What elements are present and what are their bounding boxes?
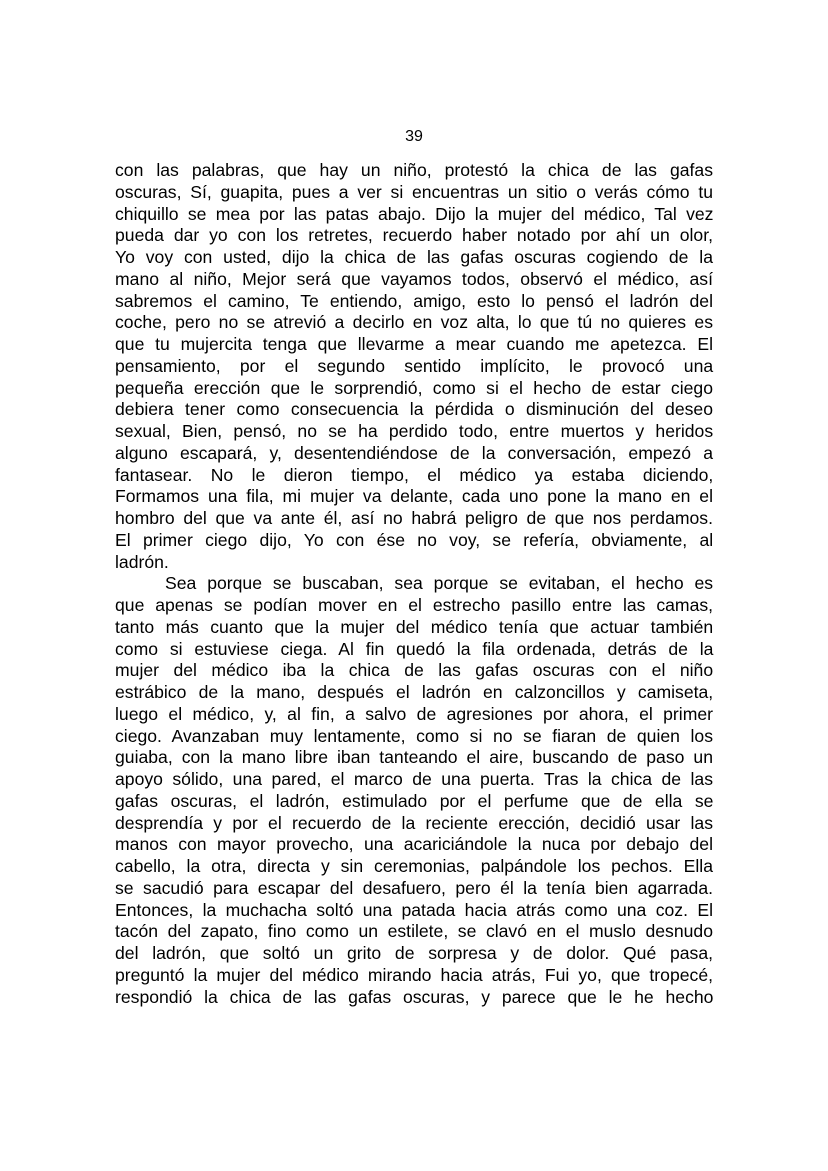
- text-line: como si estuviese ciega. Al fin quedó la fila ordenada, detrás de la: [115, 638, 714, 659]
- text-line: con las palabras, que hay un niño, protestó la chica de las gafas: [115, 160, 713, 180]
- text-line: tanto más cuanto que la mujer del médico tenía que actuar también: [115, 616, 714, 637]
- text-line: oscuras, Sí, guapita, pues a ver si encuentras un sitio o verás cómo tu: [115, 181, 713, 202]
- text-line: coche, pero no se atrevió a decirlo en voz alta, lo que tú no quieres es: [115, 312, 713, 333]
- text-line: mujer del médico iba la chica de las gafas oscuras con el niño: [115, 660, 714, 681]
- text-line: cabello, la otra, directa y sin ceremonias, palpándole los pechos. Ella: [115, 856, 713, 876]
- text-line: mano al niño, Mejor será que vayamos todos, observó el médico, así: [115, 268, 713, 289]
- text-line: ladrón.: [115, 551, 169, 572]
- text-line: hombro del que va ante él, así no habrá peligro de que nos perdamos.: [115, 508, 713, 528]
- text-line: del ladrón, que soltó un grito de sorpresa y de dolor. Qué pasa,: [115, 943, 713, 963]
- text-line: guiaba, con la mano libre iban tanteando el aire, buscando de paso un: [115, 747, 713, 768]
- text-line: Formamos una fila, mi mujer va delante, cada uno pone la mano en el: [115, 486, 713, 507]
- text-line: Sea porque se buscaban, sea porque se evitaban, el hecho es: [165, 573, 714, 594]
- text-line: sexual, Bien, pensó, no se ha perdido todo, entre muertos y heridos: [115, 421, 714, 441]
- text-line: chiquillo se mea por las patas abajo. Dijo la mujer del médico, Tal vez: [115, 203, 714, 224]
- text-line: apoyo sólido, una pared, el marco de una puerta. Tras la chica de las: [115, 769, 713, 789]
- text-line: luego el médico, y, al fin, a salvo de agresiones por ahora, el primer: [115, 703, 713, 724]
- text-line: pequeña erección que le sorprendió, como si el hecho de estar ciego: [115, 377, 713, 398]
- text-line: ciego. Avanzaban muy lentamente, como si no se fiaran de quien los: [115, 725, 713, 746]
- text-line: alguno escapará, y, desentendiéndose de la conversación, empezó a: [115, 442, 713, 463]
- text-line: que tu mujercita tenga que llevarme a mear cuando me apetezca. El: [115, 334, 714, 354]
- text-line: desprendía y por el recuerdo de la reciente erección, decidió usar las: [115, 812, 713, 833]
- paragraph-1: [115, 160, 713, 573]
- text-line: respondió la chica de las gafas oscuras, y parece que le he hecho: [115, 986, 714, 1007]
- text-line: Entonces, la muchacha soltó una patada hacia atrás como una coz. El: [115, 899, 713, 920]
- text-line: tacón del zapato, fino como un estilete, se clavó en el muslo desnudo: [115, 921, 713, 942]
- text-line: El primer ciego dijo, Yo con ése no voy, se refería, obviamente, al: [115, 529, 714, 550]
- text-line: pensamiento, por el segundo sentido implícito, le provocó una: [115, 355, 714, 376]
- text-line: manos con mayor provecho, una acariciándole la nuca por debajo del: [115, 834, 713, 855]
- text-line: se sacudió para escapar del desafuero, pero él la tenía bien agarrada.: [115, 877, 713, 898]
- text-line: fantasear. No le dieron tiempo, el médico ya estaba diciendo,: [115, 464, 714, 485]
- body-text: [115, 160, 713, 1008]
- text-line: pueda dar yo con los retretes, recuerdo haber notado por ahí un olor,: [115, 225, 713, 246]
- text-line: gafas oscuras, el ladrón, estimulado por el perfume que de ella se: [115, 790, 714, 811]
- text-line: sabremos el camino, Te entiendo, amigo, esto lo pensó el ladrón del: [115, 290, 713, 311]
- paragraph-2: [115, 573, 713, 1008]
- page-number: 39: [405, 128, 423, 145]
- text-line: estrábico de la mano, después el ladrón en calzoncillos y camiseta,: [115, 682, 714, 702]
- text-line: Yo voy con usted, dijo la chica de las gafas oscuras cogiendo de la: [115, 247, 713, 267]
- text-line: que apenas se podían mover en el estrecho pasillo entre las camas,: [115, 595, 714, 615]
- text-line: debiera tener como consecuencia la pérdida o disminución del deseo: [115, 399, 713, 420]
- text-line: preguntó la mujer del médico mirando hacia atrás, Fui yo, que tropecé,: [115, 964, 713, 985]
